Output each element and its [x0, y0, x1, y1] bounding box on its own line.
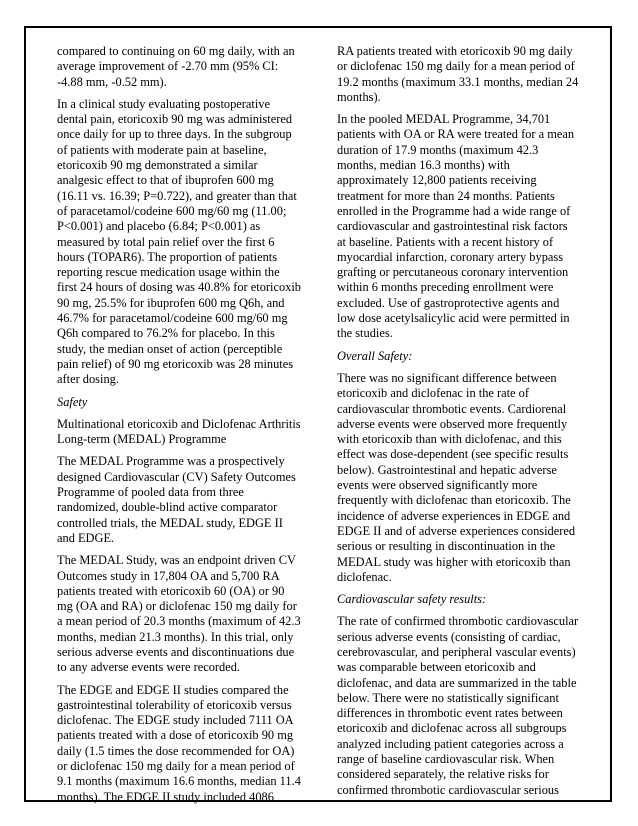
section-heading: Safety	[57, 394, 88, 409]
right-column	[337, 44, 579, 805]
left-column	[57, 44, 301, 812]
paragraph: RA patients treated with etoricoxib 90 mg daily or diclofenac 150 mg daily for a mean period of 19.2 months (maximum 33.1 months, median 24 months).	[337, 44, 579, 104]
paragraph: The MEDAL Programme was a prospectively designed Cardiovascular (CV) Safety Outcomes Programme of pooled data from three randomized, double-blind active comparator controlled trials, the MEDAL study, EDGE II and EDGE.	[57, 454, 296, 545]
paragraph: In a clinical study evaluating postoperative dental pain, etoricoxib 90 mg was administered once daily for up to three days. In the subgroup of patients with moderate pain at baseline, etoricoxib 90 mg demonstrated a similar analgesic effect to that of ibuprofen 600 mg (16.11 vs. 16.39; P=0.722), and greater than that of paracetamol/codeine 600 mg/60 mg (11.00; P<0.001) and placebo (6.84; P<0.001) as measured by total pain relief over the first 6 hours (TOPAR6). The proportion of patients reporting rescue medication usage within the first 24 hours of dosing was 40.8% for etoricoxib 90 mg, 25.5% for ibuprofen 600 mg Q6h, and 46.7% for paracetamol/codeine 600 mg/60 mg Q6h compared to 76.2% for placebo. In this study, the median onset of action (perceptible pain relief) of 90 mg etoricoxib was 28 minutes after dosing.	[57, 96, 301, 387]
paragraph: compared to continuing on 60 mg daily, with an average improvement of -2.70 mm (95% CI: -4.88 mm, -0.52 mm).	[57, 44, 295, 89]
section-heading: Overall Safety:	[337, 348, 413, 363]
paragraph: The rate of confirmed thrombotic cardiovascular serious adverse events (consisting of cardiac, cerebrovascular, and peripheral vascular events) was comparable between etoricoxib and diclofenac, and data are summarized in the table below. There were no statistically significant differences in thrombotic event rates between etoricoxib and diclofenac across all subgroups analyzed including patient categories across a range of baseline cardiovascular risk. When considered separately, the relative risks for confirmed thrombotic cardiovascular serious	[337, 614, 579, 797]
section-heading: Cardiovascular safety results:	[337, 592, 487, 607]
paragraph: The EDGE and EDGE II studies compared the gastrointestinal tolerability of etoricoxib versus diclofenac. The EDGE study included 7111 OA patients treated with a dose of etoricoxib 90 mg daily (1.5 times the dose recommended for OA) or diclofenac 150 mg daily for a mean period of 9.1 months (maximum 16.6 months, median 11.4 months). The EDGE II study included 4086	[57, 682, 301, 804]
paragraph: In the pooled MEDAL Programme, 34,701 patients with OA or RA were treated for a mean duration of 17.9 months (maximum 42.3 months, median 16.3 months) with approximately 12,800 patients receiving treatment for more than 24 months. Patients enrolled in the Programme had a wide range of cardiovascular and gastrointestinal risk factors at baseline. Patients with a recent history of myocardial infarction, coronary artery bypass grafting or percutaneous coronary intervention within 6 months preceding enrollment were excluded. Use of gastroprotective agents and low dose acetylsalicylic acid were permitted in the studies.	[337, 112, 575, 341]
paragraph: The MEDAL Study, was an endpoint driven CV Outcomes study in 17,804 OA and 5,700 RA patients treated with etoricoxib 60 (OA) or 90 mg (OA and RA) or diclofenac 150 mg daily for a mean period of 20.3 months (maximum of 42.3 months, median 21.3 months). In this trial, only serious adverse events and discontinuations due to any adverse events were recorded.	[57, 553, 301, 675]
subsection-title: Multinational etoricoxib and Diclofenac Arthritis Long-term (MEDAL) Programme	[57, 416, 301, 447]
paragraph: There was no significant difference between etoricoxib and diclofenac in the rate of cardiovascular thrombotic events. Cardiorenal adverse events were observed more frequently with etoricoxib than with diclofenac, and this effect was dose-dependent (see specific results below). Gastrointestinal and hepatic adverse events were observed significantly more frequently with diclofenac than etoricoxib. The incidence of adverse experiences in EDGE and EDGE II and of adverse experiences considered serious or resulting in discontinuation in the MEDAL study was higher with etoricoxib than diclofenac.	[337, 370, 576, 584]
